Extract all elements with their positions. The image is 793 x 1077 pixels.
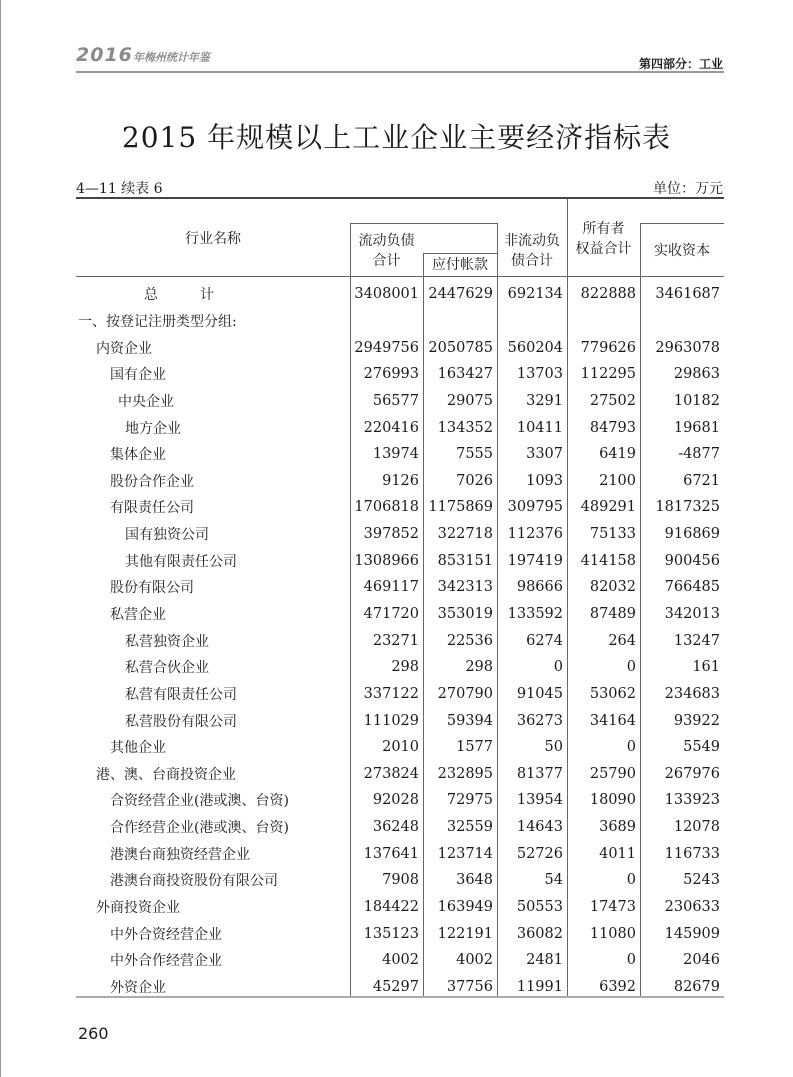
table-row xyxy=(76,654,724,681)
cell-value: 0 xyxy=(553,659,563,676)
cell-value: 52726 xyxy=(516,845,563,862)
cell-value: 17473 xyxy=(589,899,636,916)
row-label: 港澳台商投资股份有限公司 xyxy=(110,873,278,890)
page-title: 2015 年规模以上工业企业主要经济指标表 xyxy=(121,121,672,154)
cell-value: 145909 xyxy=(664,925,720,942)
page-edge xyxy=(0,0,1,1077)
table-body xyxy=(76,281,724,1000)
table-row xyxy=(76,388,724,415)
cell-value: 916869 xyxy=(664,526,720,543)
row-label: 港、澳、台商投资企业 xyxy=(96,766,236,783)
col-header-equity: 所有者 权益合计 xyxy=(575,221,632,257)
cell-value: 14643 xyxy=(516,819,563,836)
cell-value: 50553 xyxy=(516,899,563,916)
row-label: 地方企业 xyxy=(125,420,181,437)
cell-value: 36273 xyxy=(516,712,563,729)
row-label: 其他企业 xyxy=(110,740,166,757)
page-number: 260 xyxy=(78,1024,109,1043)
row-label: 国有独资公司 xyxy=(125,527,209,544)
cell-value: 29863 xyxy=(673,366,720,383)
table-row xyxy=(76,494,724,521)
row-label: 私营独资企业 xyxy=(125,633,209,650)
row-label: 有限责任公司 xyxy=(110,500,194,517)
row-label: 一、按登记注册类型分组: xyxy=(78,313,237,330)
cell-value: 342013 xyxy=(664,606,720,622)
cell-value: 133592 xyxy=(507,606,563,622)
row-label: 私营合伙企业 xyxy=(125,660,209,677)
table-row xyxy=(76,334,724,361)
cell-value: 4002 xyxy=(382,952,419,969)
cell-value: 6721 xyxy=(683,472,720,489)
cell-value: 232895 xyxy=(437,765,493,782)
cell-value: 161 xyxy=(692,659,720,676)
row-label: 私营有限责任公司 xyxy=(125,686,237,703)
cell-value: 137641 xyxy=(363,845,419,862)
table-row xyxy=(76,308,724,335)
table-row xyxy=(76,467,724,494)
cell-value: 9126 xyxy=(382,472,419,489)
section-label: 第四部分：工业 xyxy=(638,57,723,71)
cell-value: 23271 xyxy=(372,632,419,649)
col-header-paidin: 实收资本 xyxy=(654,243,710,259)
cell-value: -4877 xyxy=(678,446,720,463)
cell-value: 13954 xyxy=(516,792,563,809)
cell-value: 7026 xyxy=(456,472,493,489)
cell-value: 82032 xyxy=(589,579,636,596)
row-label: 中央企业 xyxy=(118,393,174,410)
cell-value: 2481 xyxy=(526,952,563,969)
cell-value: 692134 xyxy=(507,286,563,303)
cell-value: 36248 xyxy=(372,819,419,836)
table-row xyxy=(76,840,724,867)
col-header-payables: 应付帐款 xyxy=(432,257,488,273)
cell-value: 53062 xyxy=(589,685,636,702)
cell-value: 6392 xyxy=(599,978,636,995)
cell-value: 45297 xyxy=(372,978,419,995)
cell-value: 298 xyxy=(465,659,493,676)
yearbook-logo: 2016年梅州统计年鉴 xyxy=(76,44,210,66)
cell-value: 273824 xyxy=(363,765,419,782)
col-header-noncurrent-liab: 非流动负 债合计 xyxy=(504,233,560,269)
cell-value: 4002 xyxy=(456,952,493,969)
row-label: 股份有限公司 xyxy=(110,580,194,597)
cell-value: 5243 xyxy=(683,872,720,889)
cell-value: 32559 xyxy=(446,819,493,836)
cell-value: 779626 xyxy=(580,339,636,356)
cell-value: 3689 xyxy=(599,819,636,836)
table-row xyxy=(76,920,724,947)
cell-value: 234683 xyxy=(664,685,720,702)
cell-value: 353019 xyxy=(437,606,493,622)
cell-value: 1706818 xyxy=(354,499,419,516)
cell-value: 2050785 xyxy=(428,339,493,356)
cell-value: 92028 xyxy=(372,792,419,809)
cell-value: 2447629 xyxy=(428,286,493,303)
table-number: 4—11 续表 6 xyxy=(76,181,163,197)
cell-value: 111029 xyxy=(363,712,419,729)
cell-value: 7908 xyxy=(382,872,419,889)
table-row xyxy=(76,547,724,574)
cell-value: 489291 xyxy=(580,499,636,516)
table-row xyxy=(76,787,724,814)
cell-value: 276993 xyxy=(363,366,419,383)
cell-value: 3461687 xyxy=(655,286,720,303)
cell-value: 6419 xyxy=(599,446,636,463)
cell-value: 11991 xyxy=(516,978,563,995)
row-label: 私营企业 xyxy=(110,607,166,623)
header-line xyxy=(423,253,497,254)
cell-value: 25790 xyxy=(589,765,636,782)
cell-value: 230633 xyxy=(664,899,720,916)
cell-value: 112295 xyxy=(580,366,636,383)
table-row xyxy=(76,707,724,734)
cell-value: 5549 xyxy=(683,739,720,756)
row-label: 内资企业 xyxy=(96,340,152,357)
cell-value: 82679 xyxy=(673,978,720,995)
cell-value: 1093 xyxy=(526,472,563,489)
col-header-current-liab: 流动负债 合计 xyxy=(358,233,415,269)
cell-value: 84793 xyxy=(589,419,636,436)
cell-value: 900456 xyxy=(664,552,720,569)
cell-value: 10411 xyxy=(516,419,563,436)
cell-value: 3648 xyxy=(456,872,493,889)
cell-value: 469117 xyxy=(363,579,419,596)
cell-value: 75133 xyxy=(589,526,636,543)
cell-value: 18090 xyxy=(589,792,636,809)
header-line xyxy=(640,223,724,224)
cell-value: 12078 xyxy=(673,819,720,836)
cell-value: 853151 xyxy=(437,552,493,569)
cell-value: 264 xyxy=(608,632,636,649)
cell-value: 397852 xyxy=(363,526,419,543)
table-row xyxy=(76,441,724,468)
cell-value: 0 xyxy=(626,952,636,969)
cell-value: 4011 xyxy=(599,845,636,862)
table-row xyxy=(76,947,724,974)
table-row xyxy=(76,627,724,654)
cell-value: 414158 xyxy=(580,552,636,569)
cell-value: 3408001 xyxy=(354,286,419,303)
table-row xyxy=(76,761,724,788)
cell-value: 91045 xyxy=(516,685,563,702)
cell-value: 13974 xyxy=(372,446,419,463)
cell-value: 2963078 xyxy=(655,339,720,356)
cell-value: 81377 xyxy=(516,765,563,782)
cell-value: 135123 xyxy=(363,925,419,942)
row-label: 国有企业 xyxy=(110,367,166,384)
row-label: 其他有限责任公司 xyxy=(125,553,237,570)
cell-value: 270790 xyxy=(437,685,493,702)
cell-value: 93922 xyxy=(673,712,720,729)
row-label: 外商投资企业 xyxy=(96,900,180,917)
cell-value: 59394 xyxy=(446,712,493,729)
header-bottom-rule xyxy=(76,276,724,277)
cell-value: 342313 xyxy=(437,579,493,596)
cell-value: 87489 xyxy=(589,606,636,622)
cell-value: 112376 xyxy=(507,526,563,543)
cell-value: 337122 xyxy=(363,685,419,702)
row-label: 股份合作企业 xyxy=(110,473,194,490)
table-row xyxy=(76,867,724,894)
row-label: 合作经营企业(港或澳、台资) xyxy=(110,820,289,837)
table-row xyxy=(76,814,724,841)
cell-value: 10182 xyxy=(673,392,720,409)
cell-value: 163427 xyxy=(437,366,493,383)
row-label: 中外合作经营企业 xyxy=(110,953,222,970)
header-line xyxy=(350,223,497,224)
cell-value: 22536 xyxy=(446,632,493,649)
cell-value: 1175869 xyxy=(428,499,493,516)
cell-value: 2046 xyxy=(683,952,720,969)
header-rule xyxy=(76,71,724,73)
cell-value: 1577 xyxy=(456,739,493,756)
table-row xyxy=(76,414,724,441)
cell-value: 560204 xyxy=(507,339,563,356)
table-row xyxy=(76,734,724,761)
cell-value: 122191 xyxy=(437,925,493,942)
cell-value: 34164 xyxy=(589,712,636,729)
cell-value: 19681 xyxy=(673,419,720,436)
cell-value: 1308966 xyxy=(354,552,419,569)
cell-value: 2010 xyxy=(382,739,419,756)
cell-value: 322718 xyxy=(437,526,493,543)
cell-value: 3291 xyxy=(526,392,563,409)
row-label: 外资企业 xyxy=(110,979,166,996)
cell-value: 29075 xyxy=(446,392,493,409)
cell-value: 766485 xyxy=(664,579,720,596)
table-row xyxy=(76,281,724,308)
cell-value: 72975 xyxy=(446,792,493,809)
table-row xyxy=(76,574,724,601)
cell-value: 0 xyxy=(626,659,636,676)
col-header-name: 行业名称 xyxy=(185,231,241,247)
row-label: 中外合资经营企业 xyxy=(110,926,222,943)
cell-value: 267976 xyxy=(664,765,720,782)
row-label: 港澳台商独资经营企业 xyxy=(110,846,250,863)
table-row xyxy=(76,894,724,921)
cell-value: 2949756 xyxy=(354,339,419,356)
cell-value: 134352 xyxy=(437,419,493,436)
table-row xyxy=(76,601,724,628)
cell-value: 56577 xyxy=(372,392,419,409)
cell-value: 54 xyxy=(544,872,563,889)
cell-value: 197419 xyxy=(507,552,563,569)
cell-value: 13247 xyxy=(673,632,720,649)
cell-value: 298 xyxy=(391,659,419,676)
cell-value: 220416 xyxy=(363,419,419,436)
cell-value: 36082 xyxy=(516,925,563,942)
table-top-rule xyxy=(76,197,724,199)
cell-value: 123714 xyxy=(437,845,493,862)
row-label: 合资经营企业(港或澳、台资) xyxy=(110,793,289,810)
cell-value: 0 xyxy=(626,872,636,889)
table-bottom-rule xyxy=(76,996,724,998)
cell-value: 163949 xyxy=(437,899,493,916)
cell-value: 822888 xyxy=(580,286,636,303)
cell-value: 6274 xyxy=(526,632,563,649)
cell-value: 184422 xyxy=(363,899,419,916)
cell-value: 37756 xyxy=(446,978,493,995)
cell-value: 471720 xyxy=(363,606,419,622)
row-label: 集体企业 xyxy=(110,447,166,464)
table-row xyxy=(76,681,724,708)
cell-value: 1817325 xyxy=(655,499,720,516)
table-row xyxy=(76,361,724,388)
row-label: 总 计 xyxy=(144,287,214,304)
cell-value: 7555 xyxy=(456,446,493,463)
cell-value: 50 xyxy=(544,739,563,756)
cell-value: 0 xyxy=(626,739,636,756)
row-label: 私营股份有限公司 xyxy=(125,713,237,730)
cell-value: 13703 xyxy=(516,366,563,383)
cell-value: 2100 xyxy=(599,472,636,489)
unit-label: 单位：万元 xyxy=(653,181,723,197)
cell-value: 27502 xyxy=(589,392,636,409)
cell-value: 3307 xyxy=(526,446,563,463)
cell-value: 98666 xyxy=(516,579,563,596)
cell-value: 116733 xyxy=(664,845,720,862)
cell-value: 133923 xyxy=(664,792,720,809)
cell-value: 11080 xyxy=(589,925,636,942)
cell-value: 309795 xyxy=(507,499,563,516)
table-row xyxy=(76,521,724,548)
